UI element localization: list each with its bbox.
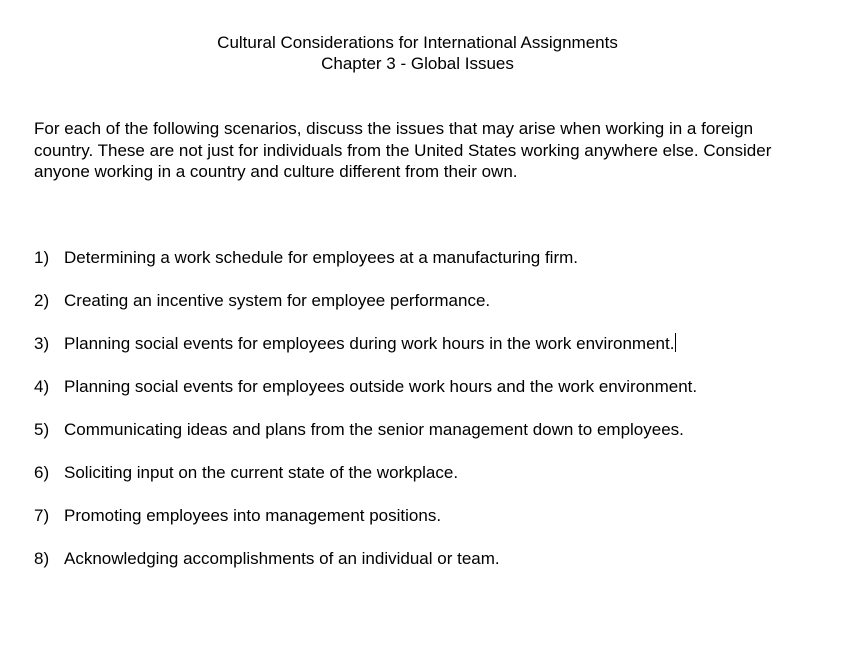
list-item — [34, 333, 834, 376]
list-item — [34, 548, 834, 591]
list-item-text: Planning social events for employees outside work hours and the work environment. — [64, 377, 698, 396]
list-item-number: 5) — [34, 420, 50, 439]
list-item-number: 6) — [34, 463, 50, 482]
list-item — [34, 505, 834, 548]
list-item-number: 8) — [34, 549, 50, 568]
list-item-number: 2) — [34, 291, 50, 310]
document-subtitle: Chapter 3 - Global Issues — [321, 54, 514, 73]
list-item-number: 1) — [34, 248, 50, 267]
list-item-text: Planning social events for employees during work hours in the work environment. — [64, 334, 675, 353]
list-item — [34, 462, 834, 505]
list-item-text: Soliciting input on the current state of the workplace. — [64, 463, 459, 482]
list-item-number: 7) — [34, 506, 50, 525]
intro-paragraph: For each of the following scenarios, discuss the issues that may arise when working in a foreign country. These are not just for individuals from the United States working anywhere else. Consider anyone working in a country and culture different from their own. — [34, 119, 772, 181]
list-item-text: Determining a work schedule for employees at a manufacturing firm. — [64, 248, 579, 267]
text-cursor — [675, 333, 676, 352]
list-item — [34, 247, 834, 290]
list-item-text: Creating an incentive system for employee performance. — [64, 291, 491, 310]
list-item — [34, 290, 834, 333]
list-item — [34, 376, 834, 419]
document-title: Cultural Considerations for International Assignments — [217, 33, 618, 52]
title-block — [0, 32, 835, 74]
list-item-text: Communicating ideas and plans from the senior management down to employees. — [64, 420, 684, 439]
list-item — [34, 419, 834, 462]
list-item-text: Promoting employees into management positions. — [64, 506, 442, 525]
list-item-number: 3) — [34, 334, 50, 353]
list-item-text: Acknowledging accomplishments of an individual or team. — [64, 549, 500, 568]
list-item-number: 4) — [34, 377, 50, 396]
scenario-list — [34, 247, 834, 591]
